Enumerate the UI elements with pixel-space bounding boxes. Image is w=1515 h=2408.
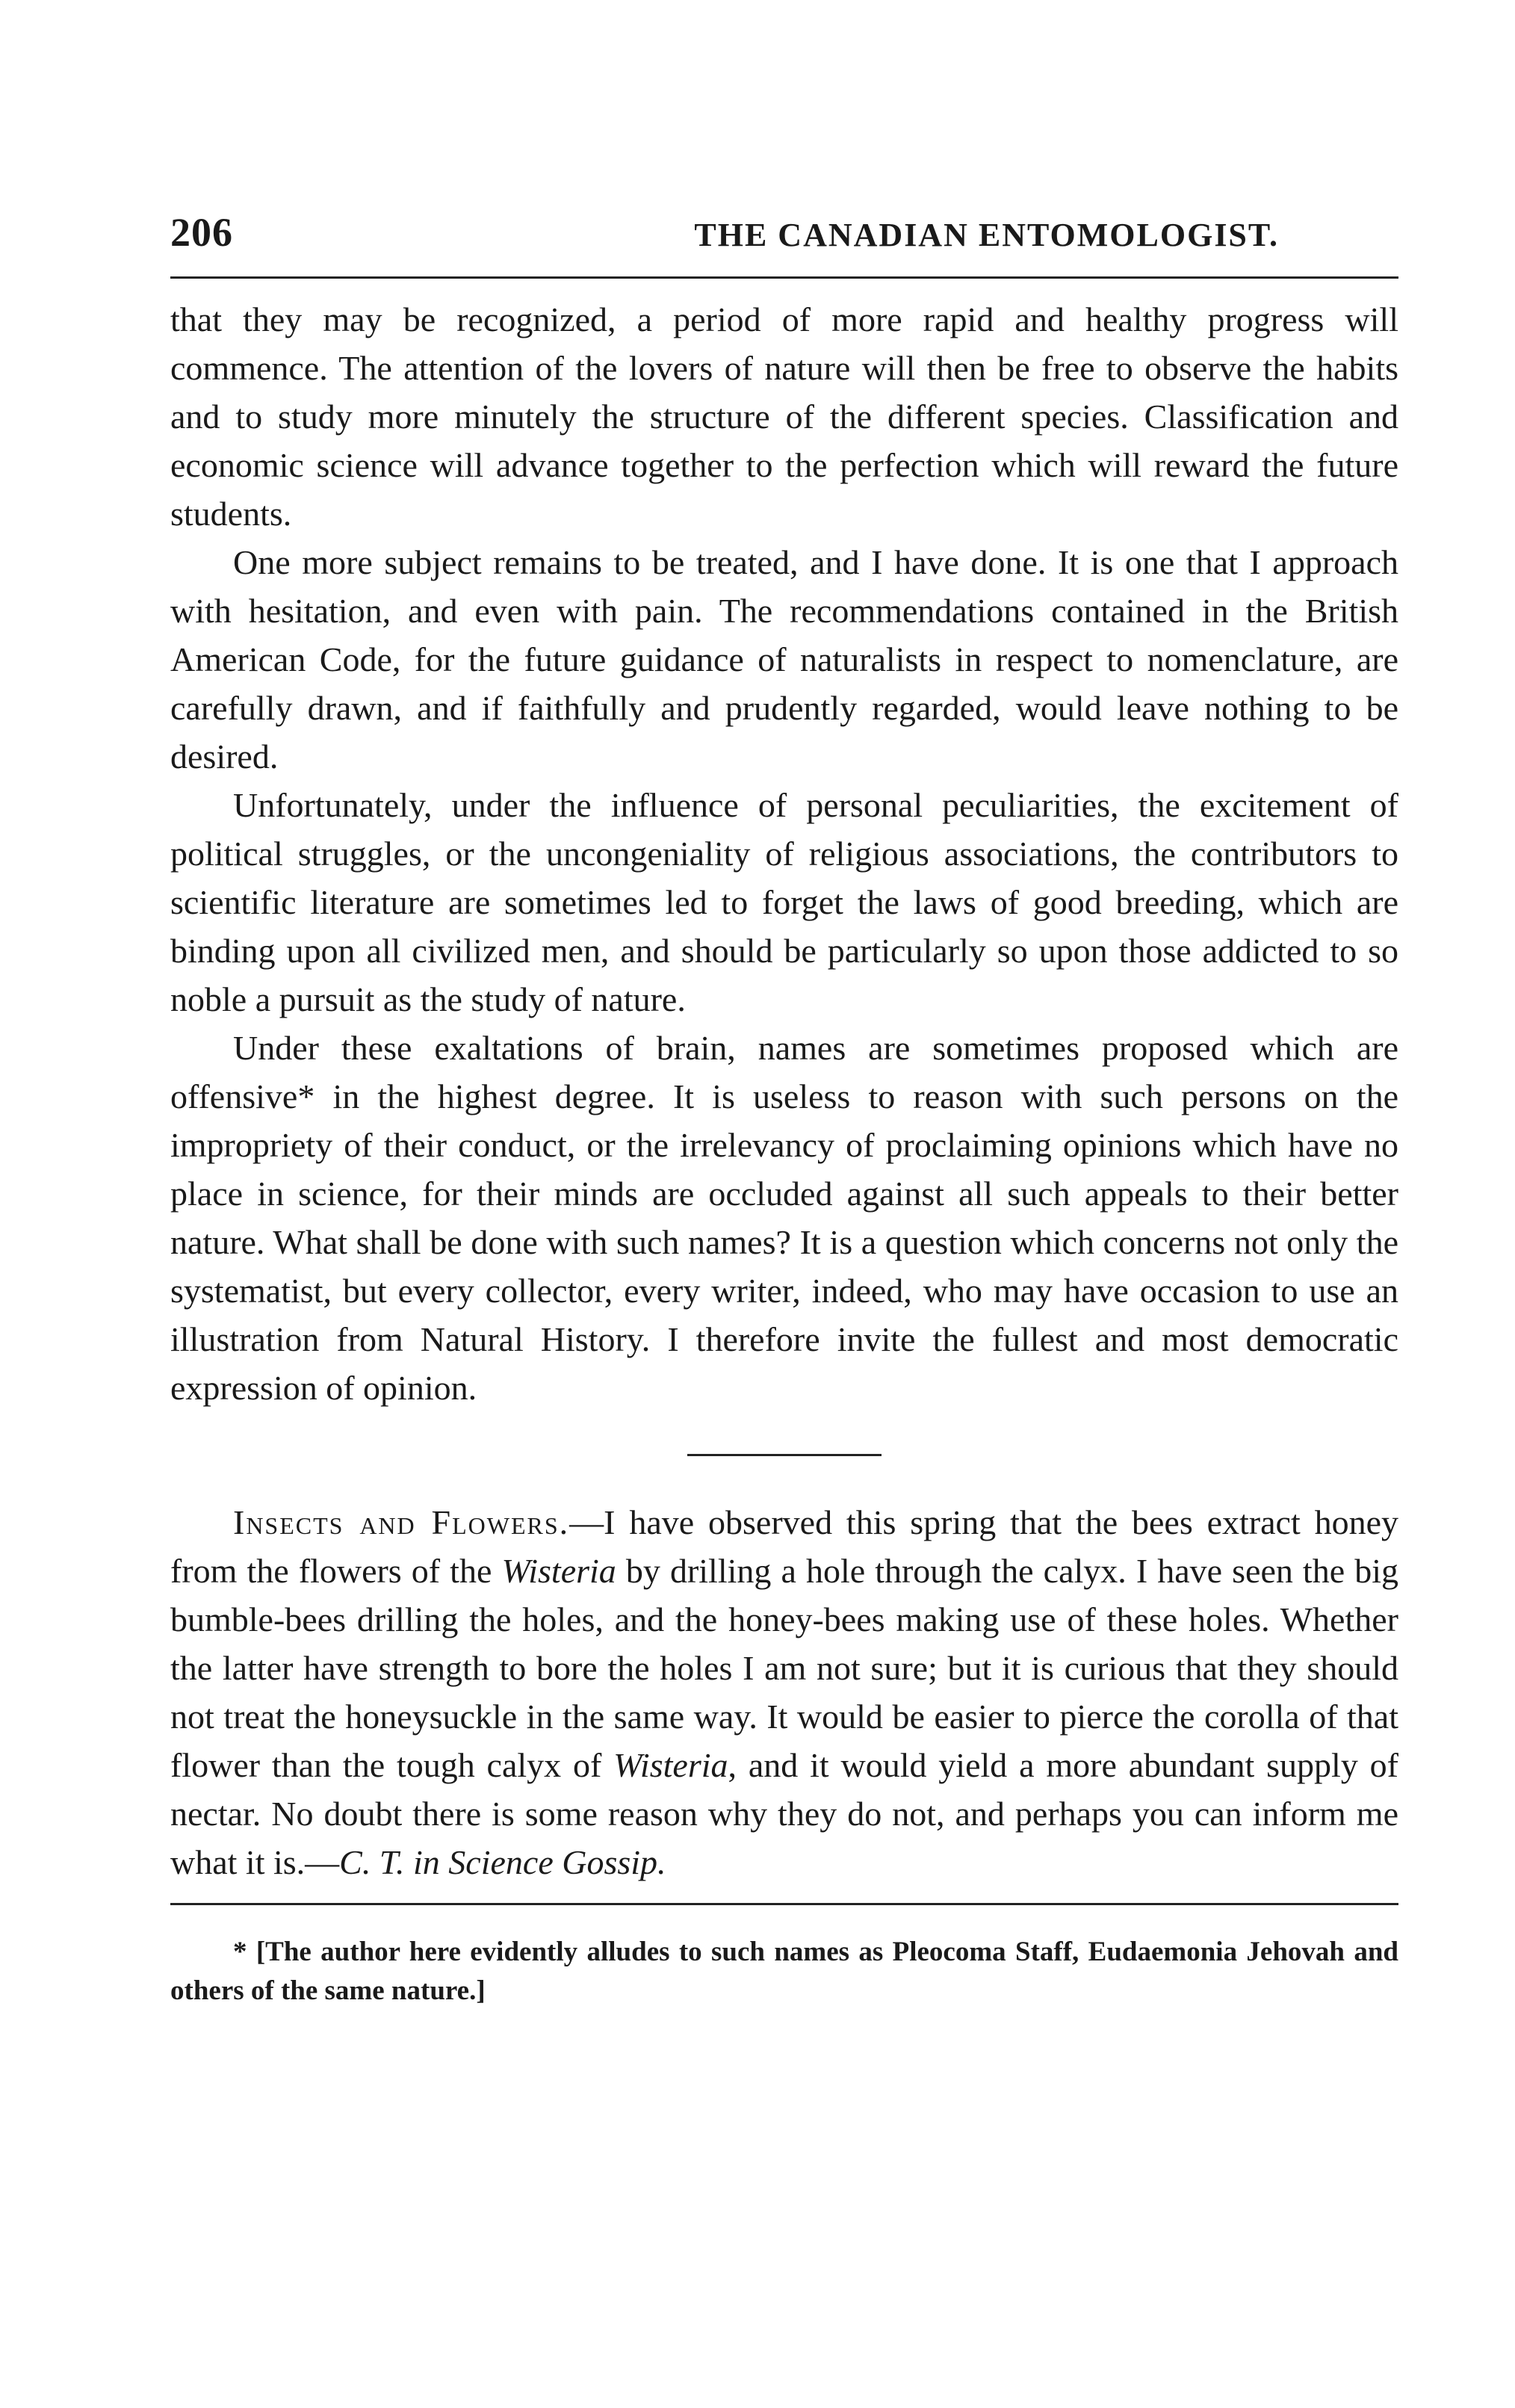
page bbox=[170, 209, 1398, 2038]
note-text-1: —I have observed this spring that the bees extract honey from the flowers of the bbox=[170, 1503, 1398, 1590]
note-text-3: , and it would yield a more abundant supply of nectar. No doubt there is some reason why they do not, and perhaps you can inform me what it is.— bbox=[170, 1746, 1398, 1881]
note-text-2: by drilling a hole through the calyx. I have seen the big bumble-bees drilling the holes, and the honey-bees making use of these holes. Whether the latter have strength to bore the holes I am not sure; but it is curious that they should not treat the honeysuckle in the same way. It would be easier to pierce the corolla of that flower than the tough calyx of bbox=[170, 1552, 1398, 1784]
paragraph-1: that they may be recognized, a period of more rapid and healthy progress will commence. The attention of the lovers of nature will then be free to observe the habits and to study more minutely the structure of the different species. Classification and economic science will advance together to the perfection which will reward the future students. bbox=[170, 300, 1398, 533]
note-attribution: C. T. in Science Gossip. bbox=[339, 1843, 666, 1881]
section-divider bbox=[687, 1454, 882, 1456]
header-rule bbox=[170, 276, 1398, 279]
note-paragraph bbox=[170, 1498, 1398, 1887]
footnote: * [The author here evidently alludes to such names as Pleocoma Staff, Eudaemonia Jehovah and others of the same nature.] bbox=[170, 1937, 1398, 2006]
paragraph-4: Under these exaltations of brain, names are sometimes proposed which are offensive* in the highest degree. It is useless to reason with such persons on the impropriety of their conduct, or the irrelevancy of proclaiming opinions which have no place in science, for their minds are occluded against all such appeals to their better nature. What shall be done with such names? It is a question which concerns not only the systematist, but every collector, every writer, indeed, who may have occasion to use an illustration from Natural History. I therefore invite the fullest and most democratic expression of opinion. bbox=[170, 1029, 1398, 1407]
note-genus-2: Wisteria bbox=[613, 1746, 728, 1784]
page-number: 206 bbox=[170, 210, 233, 255]
article-body bbox=[170, 295, 1398, 1412]
footnote-rule bbox=[170, 1903, 1398, 1905]
note-genus-1: Wisteria bbox=[501, 1552, 616, 1590]
insects-and-flowers-note bbox=[170, 1498, 1398, 1887]
note-heading: Insects and Flowers. bbox=[233, 1503, 570, 1541]
journal-title: THE CANADIAN ENTOMOLOGIST. bbox=[694, 217, 1279, 253]
page-header bbox=[170, 209, 1398, 269]
paragraph-2: One more subject remains to be treated, and I have done. It is one that I approach with hesitation, and even with pain. The recommendations contained in the British American Code, for the future guidance of naturalists in respect to nomenclature, are carefully drawn, and if faithfully and prudently regarded, would leave nothing to be desired. bbox=[170, 543, 1398, 776]
paragraph-3: Unfortunately, under the influence of personal peculiarities, the excitement of political struggles, or the uncongeniality of religious associations, the contributors to scientific literature are sometimes led to forget the laws of good breeding, which are binding upon all civilized men, and should be particularly so upon those addicted to so noble a pursuit as the study of nature. bbox=[170, 786, 1398, 1018]
